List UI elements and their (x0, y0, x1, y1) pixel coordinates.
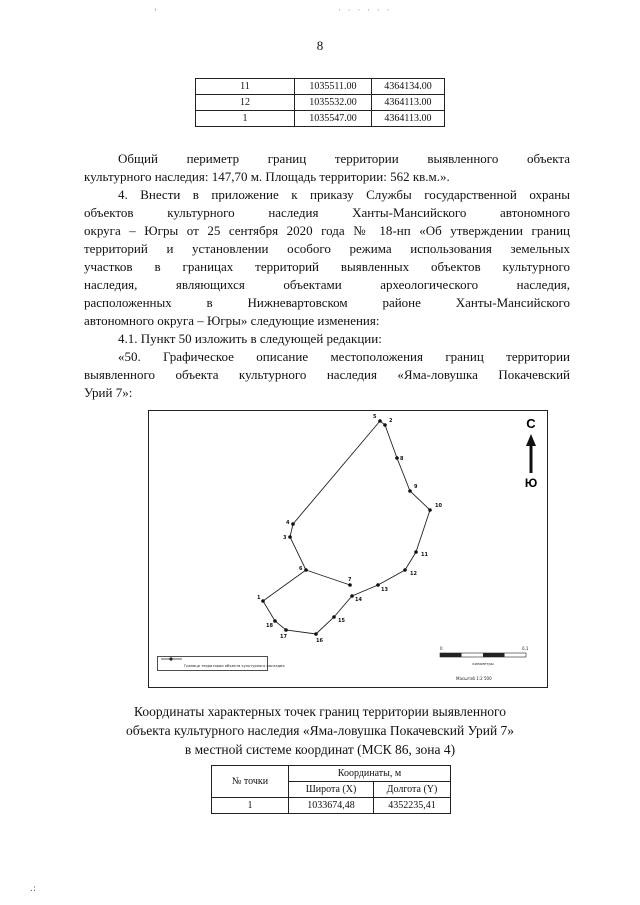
scale-unit-label: километры (472, 662, 494, 666)
item4-line: 4. Внести в приложение к приказу Службы государственной охраны (118, 187, 570, 202)
boundary-point-13 (376, 583, 380, 587)
table-header-row (212, 766, 451, 782)
scan-artifact: .: (30, 884, 36, 894)
item50-line: Урий 7»: (84, 385, 133, 400)
item41-line: 4.1. Пункт 50 изложить в следующей редакции: (118, 331, 382, 346)
perimeter-line: Общий периметр границ территории выявленного объекта (118, 151, 570, 166)
boundary-point-label: 7 (348, 577, 352, 583)
boundary-point-4 (291, 522, 295, 526)
item50-line: выявленного объекта культурного наследия «Яма-ловушка Покачевский (84, 367, 570, 382)
boundary-point-8 (395, 456, 399, 460)
boundary-point-9 (408, 489, 412, 493)
table-cell: 1035547.00 (295, 111, 372, 127)
south-label: Ю (524, 476, 538, 490)
page-number: 8 (316, 38, 324, 53)
boundary-point-label: 6 (299, 566, 303, 572)
boundary-point-label: 16 (316, 638, 323, 644)
table-row (212, 798, 451, 814)
boundary-point-label: 11 (421, 552, 428, 558)
scale-bar (440, 653, 526, 657)
caption-line: Координаты характерных точек границ территории выявленного (133, 704, 506, 719)
header-coords: Координаты, м (289, 766, 451, 782)
boundary-point-label: 18 (266, 623, 273, 629)
boundary-point-10 (428, 508, 432, 512)
boundary-point-15 (332, 615, 336, 619)
table-cell: 1035511.00 (295, 79, 372, 95)
item4-line: наследия, являющихся объектами археологического наследия, (84, 277, 570, 292)
boundary-point-18 (273, 619, 277, 623)
scan-artifact: · · · · · · (338, 6, 392, 16)
boundary-point-12 (403, 568, 407, 572)
item4-line: расположенных в Нижневартовском районе Ханты-Мансийского (84, 295, 570, 310)
boundary-point-5 (378, 419, 382, 423)
boundary-point-16 (314, 632, 318, 636)
boundary-point-label: 8 (400, 456, 404, 462)
boundary-point-7 (348, 583, 352, 587)
coordinates-table-bottom (211, 765, 451, 814)
boundary-point-label: 15 (338, 618, 345, 624)
perimeter-line: культурного наследия: 147,70 м. Площадь территории: 562 кв.м.». (84, 169, 450, 184)
item4-line: округа – Югры от 25 сентября 2020 года № 18-нп «Об утверждении границ (84, 223, 570, 238)
table-cell: 1035532.00 (295, 95, 372, 111)
header-point: № точки (212, 766, 289, 798)
table-row (196, 79, 445, 95)
item50-line: «50. Графическое описание местоположения границ территории (118, 349, 570, 364)
boundary-point-label: 14 (355, 597, 362, 603)
table-cell: 4364134.00 (372, 79, 445, 95)
boundary-point-label: 13 (381, 587, 388, 593)
item4-line: участков в границах территорий выявленных объектов культурного (84, 259, 570, 274)
scan-artifact: ' (154, 8, 157, 18)
boundary-point-label: 4 (286, 520, 290, 526)
coordinates-table-top (195, 78, 445, 127)
boundary-point-3 (288, 535, 292, 539)
caption-line: в местной системе координат (МСК 86, зона 4) (184, 742, 456, 757)
table-row (196, 95, 445, 111)
item4-line: территорий и установлении особого режима использования земельных (84, 241, 570, 256)
table-cell: 1 (212, 798, 289, 814)
legend-text: Граница территории объекта культурного наследия (184, 664, 285, 668)
boundary-point-label: 12 (410, 571, 417, 577)
header-x: Широта (X) (289, 782, 374, 798)
table-cell: 1033674,48 (289, 798, 374, 814)
item4-line: объектов культурного наследия Ханты-Мансийского автономного (84, 205, 570, 220)
boundary-point-label: 10 (435, 503, 442, 509)
boundary-point-2 (383, 423, 387, 427)
boundary-point-label: 17 (280, 634, 287, 640)
table-cell: 1 (196, 111, 295, 127)
table-row (196, 111, 445, 127)
map-frame (149, 411, 548, 688)
boundary-point-label: 2 (389, 418, 393, 424)
boundary-point-label: 9 (414, 484, 418, 490)
table-cell: 4352235,41 (374, 798, 451, 814)
boundary-map (148, 410, 548, 688)
scale-text: Масштаб 1:2 500 (456, 676, 492, 681)
table-cell: 11 (196, 79, 295, 95)
legend-point-sample (169, 657, 172, 660)
boundary-point-label: 1 (257, 595, 261, 601)
header-y: Долгота (Y) (374, 782, 451, 798)
boundary-point-6 (304, 568, 308, 572)
boundary-point-17 (284, 628, 288, 632)
scale-end-label: 0,1 (522, 646, 529, 651)
boundary-point-label: 5 (373, 414, 377, 420)
table-cell: 4364113.00 (372, 111, 445, 127)
scale-start-label: 0 (440, 646, 443, 651)
table-cell: 4364113.00 (372, 95, 445, 111)
boundary-point-1 (261, 599, 265, 603)
boundary-point-11 (414, 550, 418, 554)
table-cell: 12 (196, 95, 295, 111)
item4-line: автономного округа – Югры» следующие изменения: (84, 313, 380, 328)
caption-line: объекта культурного наследия «Яма-ловушка Покачевский Урий 7» (125, 723, 515, 738)
north-label: С (526, 416, 536, 431)
boundary-point-label: 3 (283, 535, 287, 541)
boundary-point-14 (350, 594, 354, 598)
